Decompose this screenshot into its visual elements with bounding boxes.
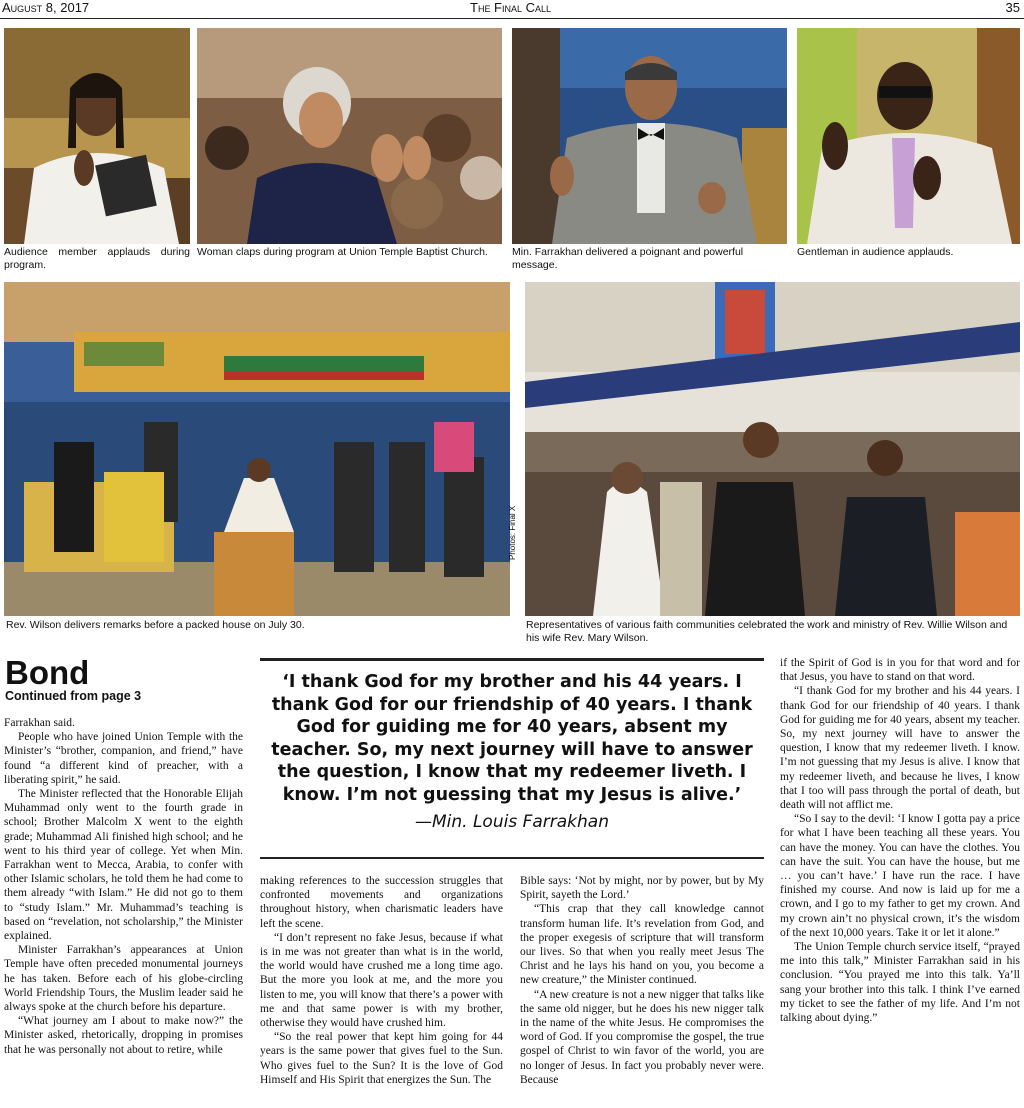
photo-rev-wilson-stage xyxy=(4,282,510,616)
paragraph: “So the real power that kept him going for 44 years is the same power that gives fuel to the Sun. Who gives fuel to the Sun? It is the love of God Himself and His Spirit that energizes the Sun. The xyxy=(260,1031,503,1086)
paragraph: Minister Farrakhan’s appearances at Union Temple have often preceded monumental journeys he has taken. Before each of his globe-circling World Friendship Tours, the Muslim leader said he always spoke at the church before his departure. xyxy=(4,944,243,1014)
photo-faith-representatives xyxy=(525,282,1020,616)
publication-name: The Final Call xyxy=(470,0,552,15)
photo-credit: Photos: Final X xyxy=(508,505,517,560)
paragraph: The Minister reflected that the Honorable Elijah Muhammad only went to the fourth grade in school; Brother Malcolm X went to the eighth grade; Muhammad Ali finished high school; and he went to his third year of college. Yet when Min. Farrakhan went to Mecca, Arabia, to confer with other Islamic scholars, he told them he had come to them already “with Islam.” He did not go to them to “study Islam.” Mr. Muhammad’s teaching is based on “revelation, not scholarship,” the Minister explained. xyxy=(4,788,243,943)
paragraph: Bible says: ‘Not by might, nor by power, but by My Spirit, sayeth the Lord.’ xyxy=(520,875,764,902)
paragraph: making references to the succession struggles that confronted movements and organizations throughout history, when charismatic leaders have left the scene. xyxy=(260,875,503,930)
pull-quote-text: ‘I thank God for my brother and his 44 years. I thank God for our friendship of 40 years. I thank God for guiding me for 40 years, absent my teacher. So, my next journey will have to answer the question, I know that my redeemer liveth. I know. I’m not guessing that my Jesus is alive.’ xyxy=(271,672,753,805)
caption-rev-wilson: Rev. Wilson delivers remarks before a packed house on July 30. xyxy=(6,619,305,631)
paragraph: “This crap that they call knowledge cannot transform human life. It’s revelation from God, and the proper exegesis of scripture that will transform our lives. So that when you really meet Jesus The Christ and he lays his hand on you, you become a new creature,” the Minister continued. xyxy=(520,903,764,987)
paragraph: People who have joined Union Temple with the Minister’s “brother, companion, and friend,” have found “a different kind of preacher, with a liberating spirit,” he said. xyxy=(4,731,243,786)
caption-faith-representatives: Representatives of various faith communities celebrated the work and ministry of Rev. Willie Wilson and his wife Rev. Mary Wilson. xyxy=(526,619,1008,644)
photo-gentleman-applauds xyxy=(797,28,1020,244)
article-column-1 xyxy=(4,716,243,1057)
caption-farrakhan: Min. Farrakhan delivered a poignant and powerful message. xyxy=(512,246,744,271)
caption-audience-member: Audience member applauds during program. xyxy=(4,246,190,271)
page-number: 35 xyxy=(1005,0,1020,15)
pull-quote-rule xyxy=(260,857,764,859)
continued-from: Continued from page 3 xyxy=(5,689,142,703)
article-column-3 xyxy=(520,874,764,1087)
photo-audience-member xyxy=(4,28,190,244)
pull-quote-attribution: —Min. Louis Farrakhan xyxy=(414,812,609,832)
paragraph: Farrakhan said. xyxy=(4,717,75,729)
paragraph: “I thank God for my brother and his 44 years. I thank God for our friendship of 40 years. I thank God for guiding me for 40 years, absent my teacher. So, my next journey will have to answer the question, I know that my redeemer liveth. I know. I’m not guessing that my Jesus is alive. I know that my redeemer liveth, and because he lives, I know that I too will pass through the portal of death, but death will not afflict me. xyxy=(780,685,1020,812)
photo-woman-claps xyxy=(197,28,502,244)
paragraph: The Union Temple church service itself, “prayed me into this talk,” Minister Farrakhan said in his conclusion. “You prayed me into this talk. Ya’ll sang your brother into this talk. I think I’ve earned my ticket to see the father of my life. And I’m not talking about dying.” xyxy=(780,941,1020,1025)
article-column-4 xyxy=(780,656,1020,1025)
paragraph: “What journey am I about to make now?” the Minister asked, rhetorically, dropping in promises that he was personally not about to retire, while xyxy=(4,1015,243,1056)
caption-woman-claps: Woman claps during program at Union Temple Baptist Church. xyxy=(197,246,488,258)
caption-gentleman: Gentleman in audience applauds. xyxy=(797,246,954,258)
article-headline: Bond xyxy=(5,654,90,691)
page-header xyxy=(0,0,1024,19)
paragraph: “So I say to the devil: ‘I know I gotta pay a price for what I have been teaching all these years. You can have the money. You can have the clothes. You can have the suit. You can have the house, but me … you can’t have.’ I have run the race. I have finished my course. And now is laid up for me a crown, and I go to my father to get my crown. And my crown ain’t no physical crown, it’s the wisdom of the next 10,000 years. Take it or let it alone.” xyxy=(780,813,1020,939)
paragraph: if the Spirit of God is in you for that word and for that Jesus, you have to stand on that word. xyxy=(780,657,1020,684)
photo-minister-farrakhan xyxy=(512,28,787,244)
paragraph: “A new creature is not a new nigger that talks like the same old nigger, but he does his new nigger talk in the name of the white Jesus. He compromises the word of God. If you compromise the gospel, the true gospel of Christ to win favor of the world, you are no longer of Jesus. In fact you probably never were. Because xyxy=(520,988,764,1086)
pull-quote xyxy=(260,658,764,832)
paragraph: “I don’t represent no fake Jesus, because if what is in me was not greater than what is in the world, the world would have crushed me a long time ago. But the more you look at me, and the more you listen to me, you will know that there’s a power with me and that same power is with my brother, otherwise they would have crushed him. xyxy=(260,931,503,1030)
issue-date: August 8, 2017 xyxy=(2,0,90,15)
article-column-2 xyxy=(260,874,503,1087)
